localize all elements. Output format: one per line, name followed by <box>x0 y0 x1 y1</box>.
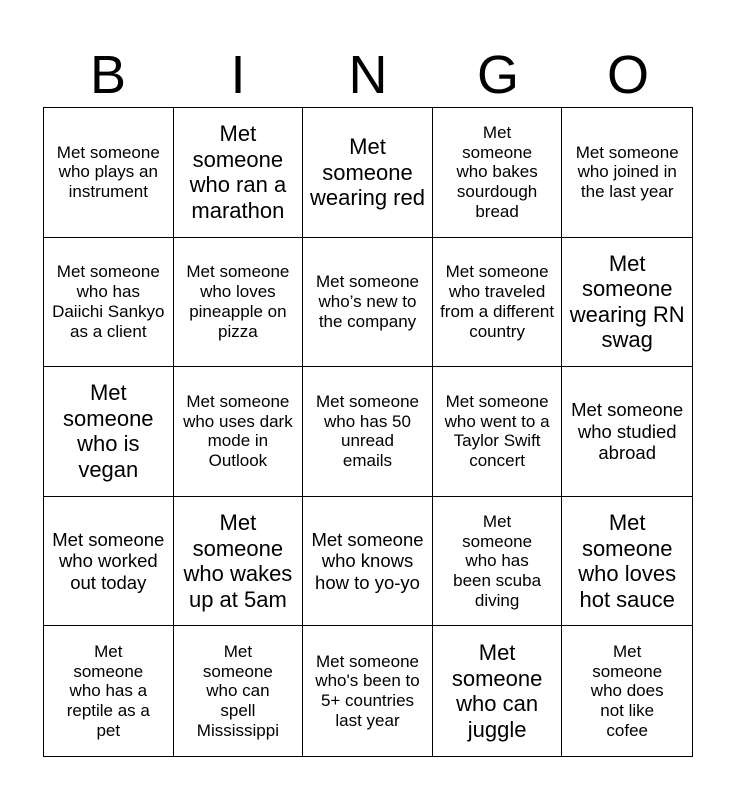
bingo-cell-text: Met someone who worked out today <box>52 528 165 593</box>
bingo-cell-r2-c4[interactable] <box>433 238 563 368</box>
bingo-cell-text: Met someone who plays an instrument <box>56 142 160 202</box>
bingo-cell-text: Met someone who traveled from a different country <box>440 262 555 341</box>
bingo-cell-r1-c1[interactable] <box>44 108 174 238</box>
bingo-cell-r3-c4[interactable] <box>433 367 563 497</box>
bingo-cell-text: Met someone who ran a marathon <box>189 121 287 223</box>
bingo-cell-r1-c2[interactable] <box>174 108 304 238</box>
header-letter-g: G <box>476 45 519 105</box>
bingo-cell-text: Met someone who has been scuba diving <box>453 511 542 610</box>
bingo-cell-r5-c4[interactable] <box>433 626 563 756</box>
bingo-cell-r3-c2[interactable] <box>174 367 304 497</box>
bingo-cell-r3-c3[interactable] <box>303 367 433 497</box>
bingo-cell-r5-c1[interactable] <box>44 626 174 756</box>
bingo-cell-r5-c2[interactable] <box>174 626 304 756</box>
bingo-header <box>43 42 693 108</box>
bingo-cell-text: Met someone who loves hot sauce <box>578 510 677 612</box>
bingo-cell-r5-c5[interactable] <box>562 626 692 756</box>
bingo-cell-r3-c1[interactable] <box>44 367 174 497</box>
bingo-cell-text: Met someone who joined in the last year <box>575 142 679 202</box>
bingo-cell-text: Met someone who wakes up at 5am <box>183 510 293 612</box>
bingo-cell-r1-c4[interactable] <box>433 108 563 238</box>
bingo-cell-text: Met someone who's been to 5+ countries last year <box>315 651 420 730</box>
bingo-cell-r4-c4[interactable] <box>433 497 563 627</box>
bingo-cell-text: Met someone wearing RN swag <box>569 250 685 353</box>
bingo-cell-r2-c5[interactable] <box>562 238 692 368</box>
bingo-cell-r4-c2[interactable] <box>174 497 304 627</box>
header-letter-i: I <box>230 45 246 105</box>
header-letter-b: B <box>89 45 127 105</box>
bingo-cell-r4-c1[interactable] <box>44 497 174 627</box>
bingo-cell-text: Met someone who’s new to the company <box>315 272 419 331</box>
bingo-cell-text: Met someone who went to a Taylor Swift concert <box>444 392 550 471</box>
bingo-cell-r3-c5[interactable] <box>562 367 692 497</box>
bingo-cell-text: Met someone who does not like cofee <box>590 641 664 740</box>
bingo-cell-r2-c3[interactable] <box>303 238 433 368</box>
bingo-cell-text: Met someone who uses dark mode in Outlook <box>183 392 293 471</box>
bingo-cell-text: Met someone who bakes sourdough bread <box>456 123 538 221</box>
bingo-board <box>43 107 693 757</box>
bingo-cell-r1-c5[interactable] <box>562 108 692 238</box>
bingo-cell-text: Met someone who can juggle <box>451 640 543 742</box>
bingo-cell-text: Met someone who has a reptile as a pet <box>66 641 150 740</box>
bingo-cell-text: Met someone who loves pineapple on pizza <box>186 262 290 341</box>
header-letter-o: O <box>606 45 649 105</box>
header-letter-n: N <box>348 45 388 105</box>
bingo-cell-text: Met someone who has Daiichi Sankyo as a client <box>52 262 165 341</box>
bingo-cell-text: Met someone who is vegan <box>63 380 154 482</box>
bingo-cell-r1-c3[interactable] <box>303 108 433 238</box>
bingo-cell-text: Met someone who has 50 unread emails <box>315 392 419 471</box>
bingo-cell-text: Met someone who knows how to yo-yo <box>311 528 424 593</box>
bingo-cell-r2-c2[interactable] <box>174 238 304 368</box>
bingo-cell-r2-c1[interactable] <box>44 238 174 368</box>
bingo-cell-text: Met someone wearing red <box>310 134 425 211</box>
bingo-cell-text: Met someone who can spell Mississippi <box>196 641 279 740</box>
bingo-cell-r5-c3[interactable] <box>303 626 433 756</box>
bingo-cell-r4-c3[interactable] <box>303 497 433 627</box>
bingo-cell-r4-c5[interactable] <box>562 497 692 627</box>
bingo-cell-text: Met someone who studied abroad <box>571 399 684 464</box>
